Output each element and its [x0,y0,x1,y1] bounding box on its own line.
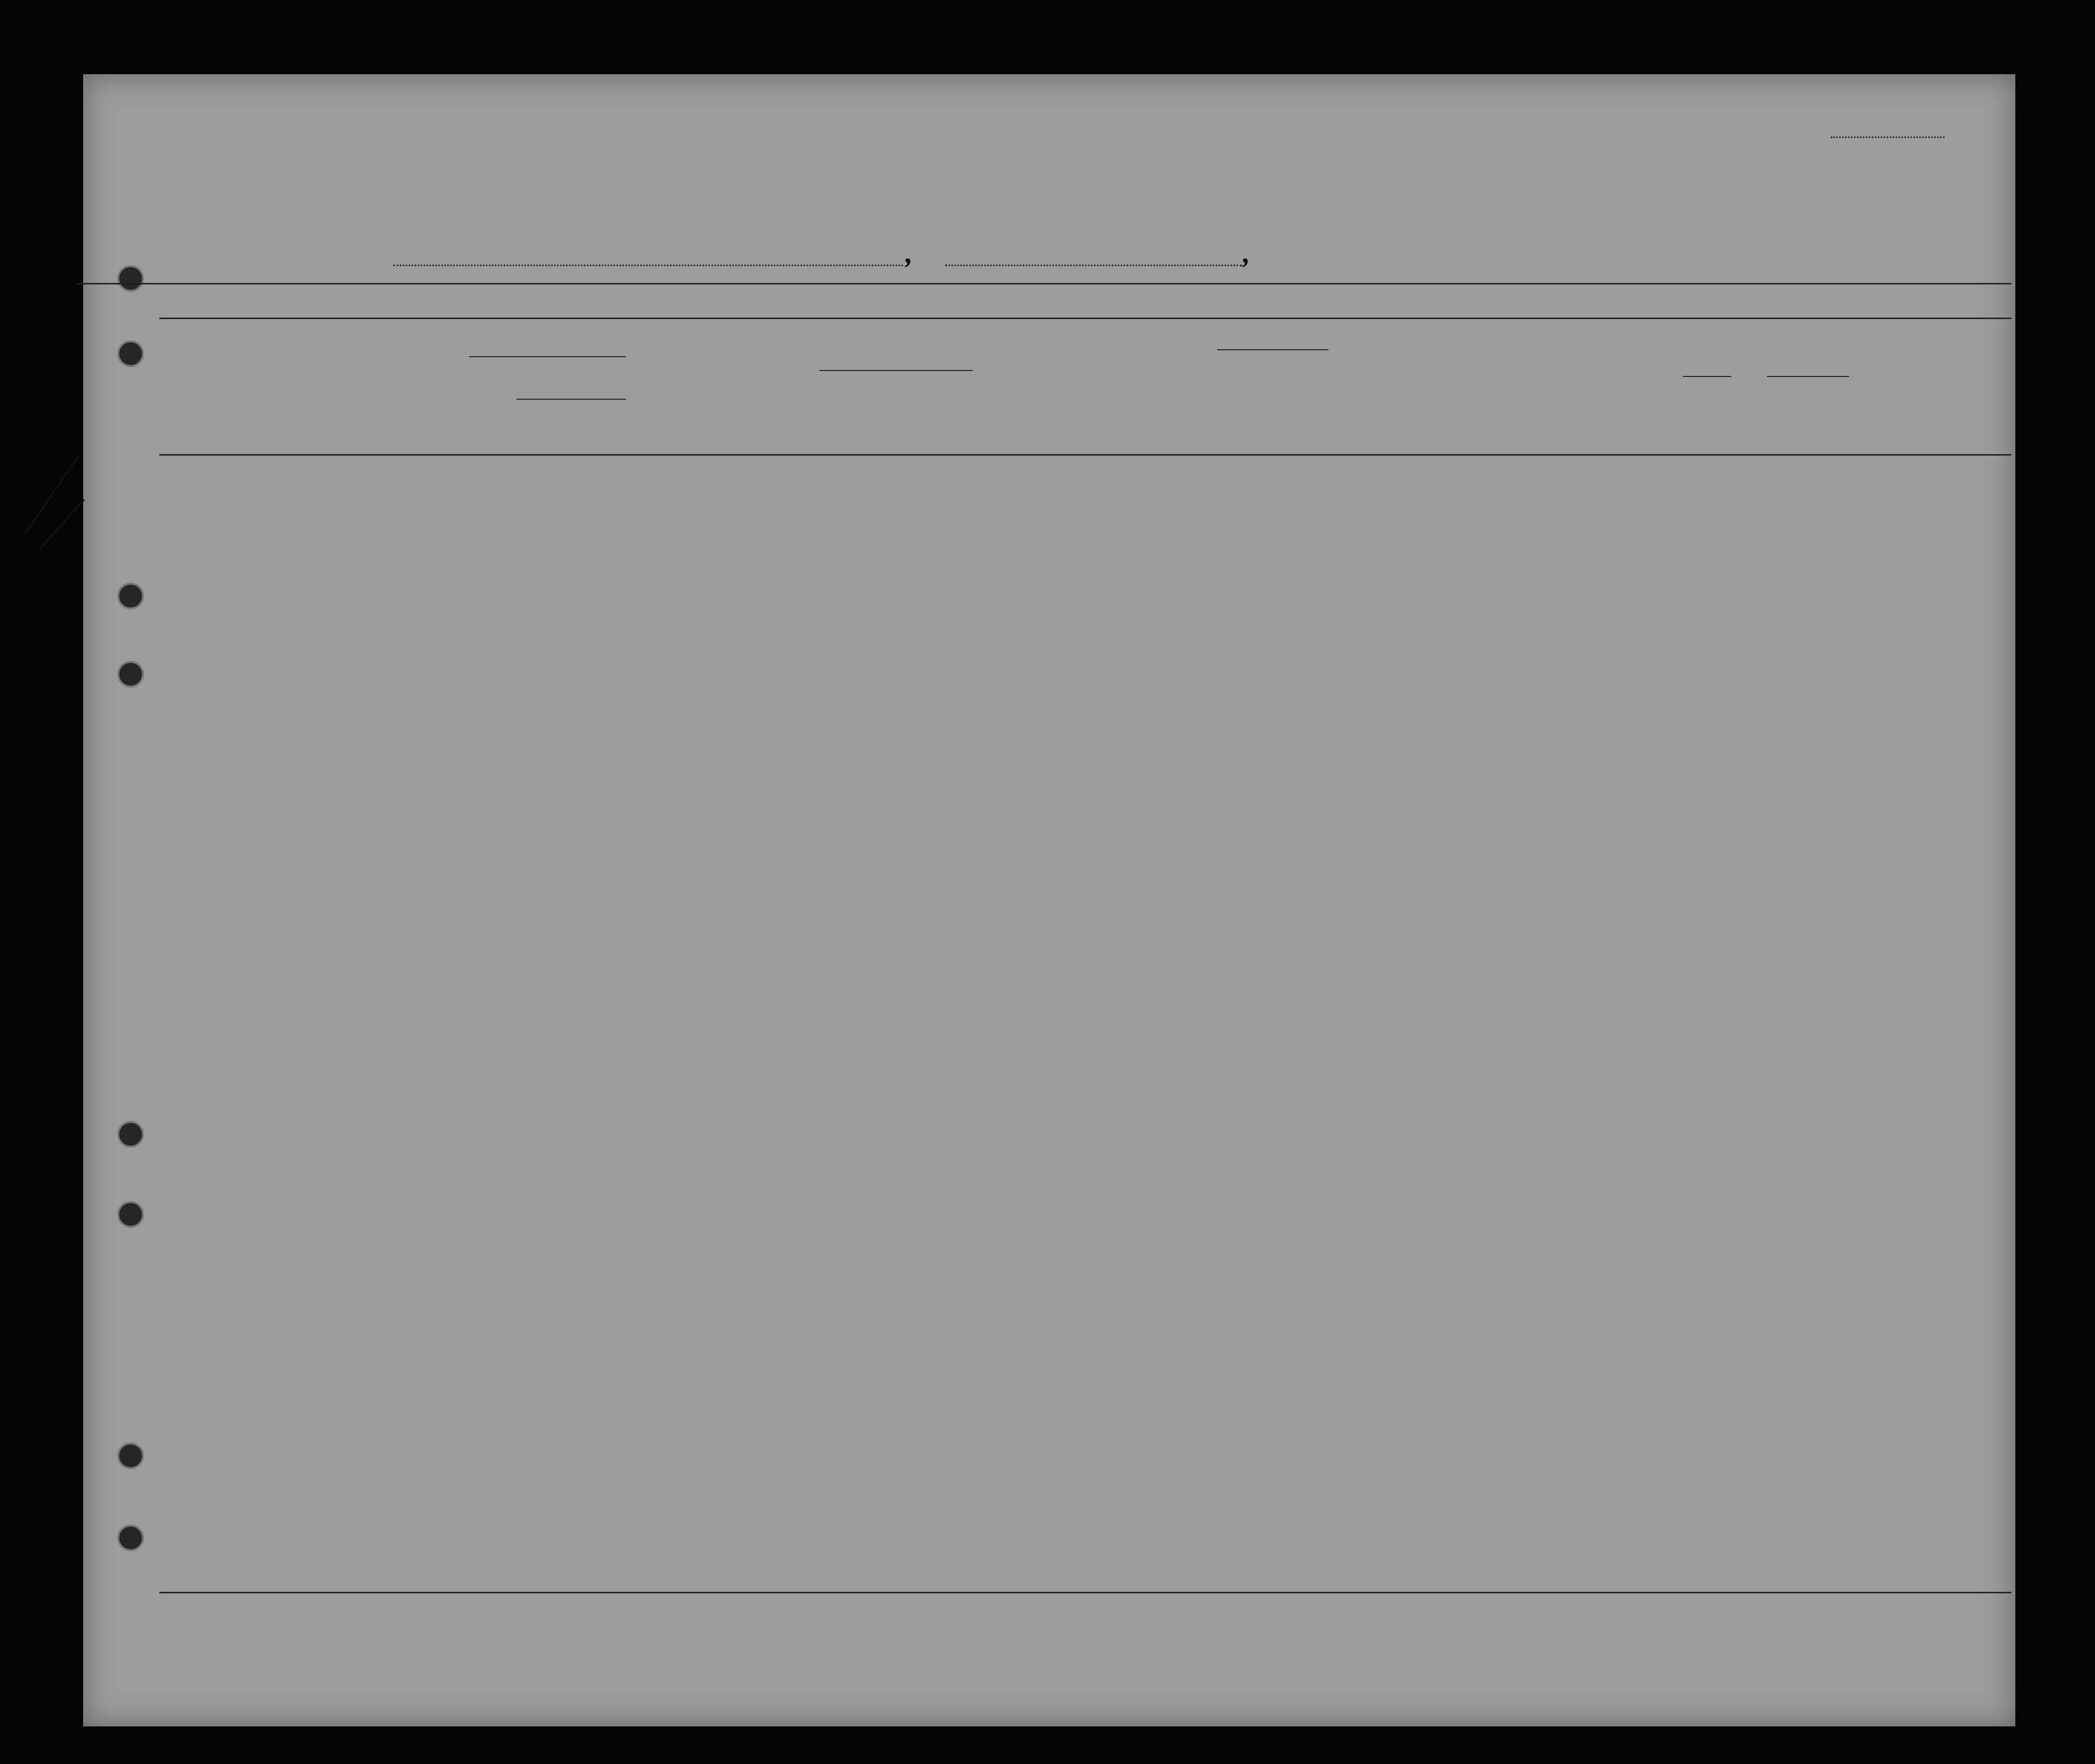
rule-18-b [517,399,626,400]
rule-22-a [819,370,973,371]
punch-hole [117,1442,144,1469]
punch-hole [41,1122,68,1150]
list-dots [1831,137,1945,138]
rule-36-a [1767,376,1849,377]
rule-24-a [1217,349,1329,350]
rule-18-a [469,356,626,357]
date-dots [945,265,1242,266]
punch-hole [117,661,144,688]
tick-marks [20,445,89,554]
punch-hole [117,265,144,292]
punch-hole [117,340,144,367]
punch-hole [117,1201,144,1228]
punch-hole [41,266,68,294]
comma: , [1243,237,1250,269]
punch-hole [41,662,68,690]
rule-34-a [1683,376,1731,377]
manifest-sheet [83,74,2015,1726]
punch-hole [41,1202,68,1230]
col-number-line [159,318,2011,319]
port-dots [393,265,903,266]
table-top-line [77,283,2011,284]
punch-hole [41,1526,68,1553]
punch-hole [117,583,144,609]
punch-hole [41,584,68,611]
header-bottom-line [159,454,2011,456]
comma: , [905,237,913,269]
punch-hole [117,1121,144,1148]
punch-hole [41,1443,68,1471]
table-bottom-line [159,1592,2011,1593]
punch-hole [117,1525,144,1551]
punch-hole [41,341,68,369]
